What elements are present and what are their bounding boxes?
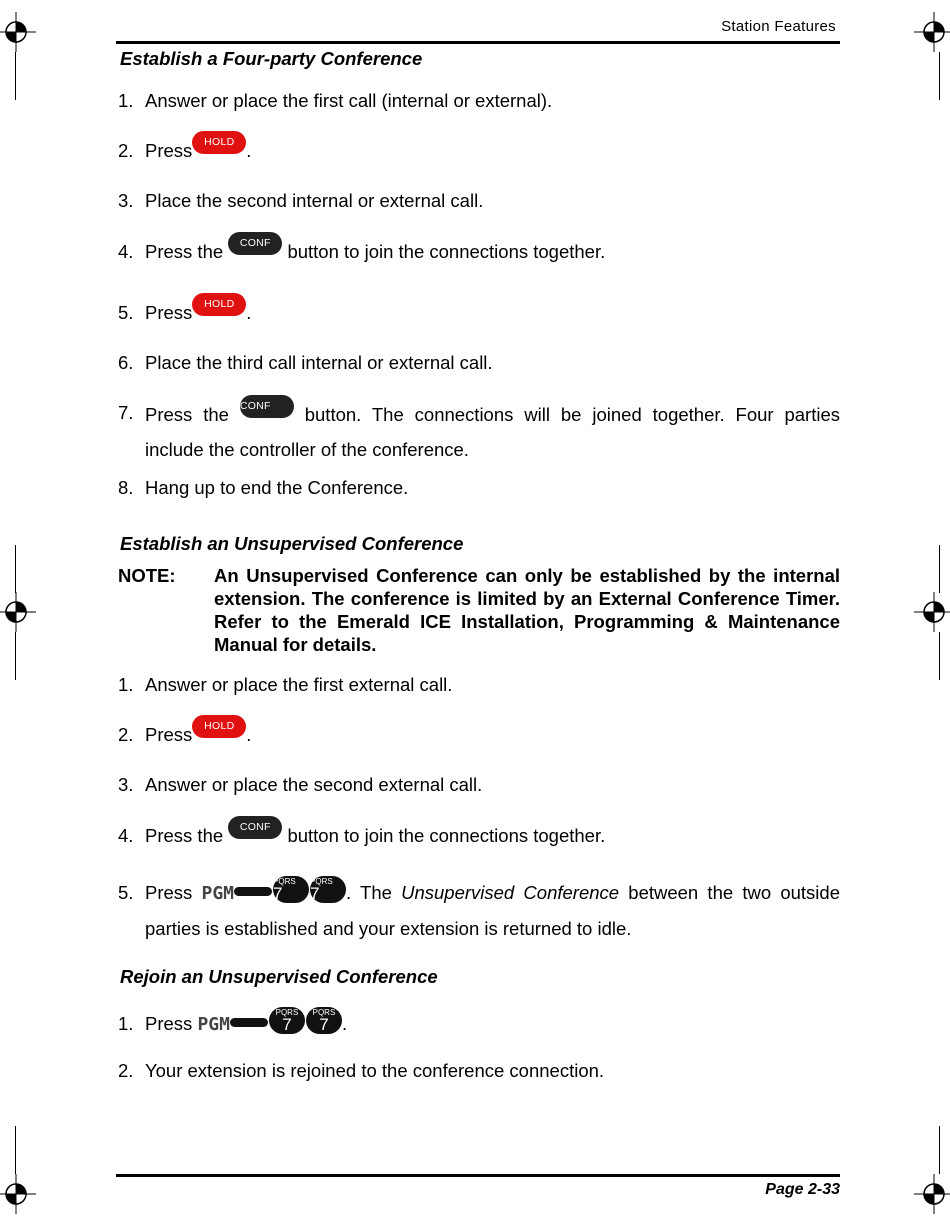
section-title-rejoin: Rejoin an Unsupervised Conference (120, 966, 438, 987)
key-letters: PQRS (273, 877, 296, 886)
key-letters: PQRS (310, 877, 333, 886)
step-text: . (341, 1013, 348, 1034)
step-2 (118, 1053, 840, 1088)
button-bar-icon (234, 887, 272, 896)
step-text: button to join the connections together. (287, 825, 606, 846)
pgm-button: PGM (201, 883, 235, 904)
step-text: Press (145, 140, 193, 161)
key-digit: 7 (282, 1015, 292, 1034)
step-text: Place the second internal or external call. (145, 190, 484, 211)
note-block (118, 564, 840, 656)
section-title-four-party: Establish a Four-party Conference (120, 48, 423, 69)
step-4 (118, 816, 840, 853)
key-7-button (269, 1007, 305, 1034)
step-number: 3. (118, 774, 134, 795)
step-text: . (246, 724, 252, 745)
step-text: Press (145, 1013, 193, 1034)
step-number: 8. (118, 477, 134, 498)
step-number: 1. (118, 90, 134, 111)
pgm-button: PGM (197, 1014, 230, 1035)
step-text: button to join the connections together. (287, 241, 606, 262)
step-8 (118, 470, 840, 505)
step-1 (118, 667, 840, 702)
note-label: NOTE: (118, 565, 176, 586)
conf-button: CONF (228, 816, 282, 839)
step-text: Hang up to end the Conference. (145, 477, 409, 498)
key-digit: 7 (310, 884, 320, 903)
step-1 (118, 1006, 840, 1042)
step-3 (118, 767, 840, 802)
crop-line (15, 1126, 16, 1174)
step-number: 2. (118, 140, 134, 161)
step-3 (118, 183, 840, 218)
step-text: . (246, 140, 252, 161)
step-number: 7. (118, 402, 134, 423)
key-digit: 7 (319, 1015, 329, 1034)
step-number: 2. (118, 724, 134, 745)
step-1 (118, 83, 840, 118)
step-4 (118, 232, 840, 269)
hold-button: HOLD (192, 293, 246, 316)
crop-line (939, 52, 940, 100)
step-number: 1. (118, 1013, 134, 1034)
step-2 (118, 715, 840, 752)
step-number: 1. (118, 674, 134, 695)
step-text: Answer or place the first external call. (145, 674, 453, 695)
key-digit: 7 (273, 884, 283, 903)
key-letters: PQRS (275, 1008, 299, 1017)
crop-line (15, 632, 16, 680)
hold-button: HOLD (192, 715, 246, 738)
step-number: 3. (118, 190, 134, 211)
button-bar-icon (230, 1018, 268, 1027)
crop-line (15, 545, 16, 593)
step-number: 5. (118, 882, 134, 903)
header-section-name: Station Features (721, 18, 836, 35)
crop-line (939, 632, 940, 680)
step-5 (118, 875, 840, 946)
header-rule (116, 41, 840, 44)
step-text: Press (145, 302, 193, 323)
note-text: An Unsupervised Conference can only be established by the internal extension. The conference is limited by an External Conference Timer. Refer to the Emerald ICE Installation, Programming & Maintenance Manual for details. (214, 565, 840, 655)
step-number: 6. (118, 352, 134, 373)
step-text: Press (145, 724, 193, 745)
crop-mark-icon (0, 592, 36, 632)
crop-mark-icon (914, 1174, 950, 1214)
key-7-button (306, 1007, 342, 1034)
step-number: 2. (118, 1060, 134, 1081)
step-text: . (246, 302, 252, 323)
step-text: between the two outside parties is established and your extension is returned to idle. (145, 882, 840, 939)
step-text: Press (145, 882, 193, 903)
key-letters: PQRS (312, 1008, 336, 1017)
conf-button: CONF (228, 232, 282, 255)
step-6 (118, 345, 840, 380)
conf-button: CONF (240, 395, 294, 418)
step-5 (118, 293, 840, 330)
step-number: 4. (118, 825, 134, 846)
step-2 (118, 131, 840, 168)
step-text: button. The connections will be joined together. Four parties include the controller of the conference. (145, 404, 841, 460)
step-text: Press the (145, 241, 224, 262)
step-number: 4. (118, 241, 134, 262)
step-text: Answer or place the first call (internal or external). (145, 90, 553, 111)
step-text: Place the third call internal or external call. (145, 352, 493, 373)
step-italic-text: Unsupervised Conference (401, 882, 620, 903)
crop-line (15, 52, 16, 100)
step-text: . The (346, 882, 392, 903)
crop-mark-icon (0, 1174, 36, 1214)
step-text: Press the (145, 825, 224, 846)
crop-line (939, 1126, 940, 1174)
crop-mark-icon (0, 12, 36, 52)
crop-line (939, 545, 940, 593)
key-7-button (273, 876, 309, 903)
crop-mark-icon (914, 592, 950, 632)
hold-button: HOLD (192, 131, 246, 154)
step-7 (118, 395, 840, 467)
step-number: 5. (118, 302, 134, 323)
page-number: Page 2-33 (765, 1181, 840, 1198)
section-title-unsupervised: Establish an Unsupervised Conference (120, 533, 464, 554)
footer-rule (116, 1174, 840, 1177)
key-7-button (310, 876, 346, 903)
step-text: Answer or place the second external call. (145, 774, 483, 795)
step-text: Press the (145, 404, 229, 425)
crop-mark-icon (914, 12, 950, 52)
step-text: Your extension is rejoined to the conference connection. (145, 1060, 605, 1081)
